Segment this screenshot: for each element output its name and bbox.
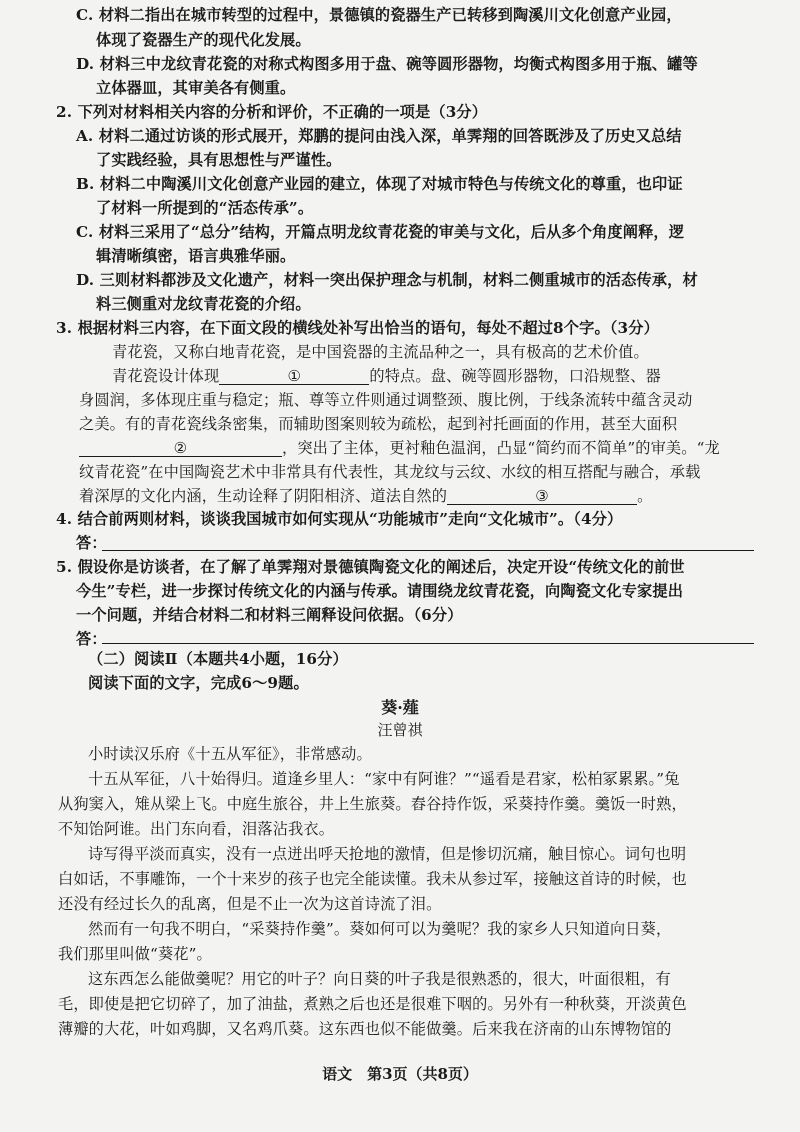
q2-option-d-line1: D. 三则材料都涉及文化遗产，材料一突出保护理念与机制，材料二侧重城市的活态传承，材 (76, 271, 698, 289)
q2-option-a-line1: A. 材料二通过访谈的形式展开，郑鹏的提问由浅入深，单霁翔的回答既涉及了历史又总结 (76, 127, 682, 145)
q2-option-b-line2: 了材料一所提到的“活态传承”。 (96, 199, 314, 217)
article-line: 毛，即使是把它切碎了，加了油盐，煮熟之后也还是很难下咽的。另外有一种秋葵，开淡黄色 (58, 995, 687, 1013)
q5-stem-line3: 一个问题，并结合材料二和材料三阐释设问依据。（6分） (76, 606, 463, 624)
section-heading: （二）阅读Ⅱ（本题共4小题，16分） (88, 650, 348, 668)
q1-option-d-line2: 立体器皿，其审美各有侧重。 (96, 79, 296, 97)
article-line: 我们那里叫做“葵花”。 (58, 945, 212, 963)
section-instruction: 阅读下面的文字，完成6～9题。 (88, 674, 309, 692)
q5-stem-line1: 5. 假设你是访谈者，在了解了单霁翔对景德镇陶瓷文化的阐述后，决定开设“传统文化的前世 (56, 558, 685, 576)
q2-option-a-line2: 了实践经验，具有思想性与严谨性。 (96, 151, 342, 169)
q3-passage-line3: 身圆润，多体现庄重与稳定；瓶、尊等立件则通过调整颈、腹比例，于线条流转中蕴含灵动 (79, 391, 693, 409)
q2-option-c-line2: 辑清晰缜密，语言典雅华丽。 (96, 247, 296, 265)
article-author: 汪曾祺 (377, 721, 423, 739)
q3-passage-line6: 纹青花瓷”在中国陶瓷艺术中非常具有代表性，其龙纹与云纹、水纹的相互搭配与融合，承载 (79, 463, 701, 481)
article-line: 然而有一句我不明白，“采葵持作羹”。葵如何可以为羹呢？我的家乡人只知道向日葵， (88, 920, 672, 938)
q2-option-b-line1: B. 材料二中陶溪川文化创意产业园的建立，体现了对城市特色与传统文化的尊重，也印证 (76, 175, 683, 193)
q3-passage-line5 (79, 437, 720, 459)
article-line: 薄瓣的大花，叶如鸡脚，又名鸡爪葵。这东西也似不能做羹。后来我在济南的山东博物馆的 (58, 1020, 672, 1038)
q3-passage-line1: 青花瓷，又称白地青花瓷，是中国瓷器的主流品种之一，具有极高的艺术价值。 (112, 343, 649, 361)
q3-passage-line7 (79, 485, 652, 507)
blank-1[interactable]: ① (219, 367, 369, 385)
page-footer: 语文 第3页（共8页） (322, 1065, 478, 1083)
q2-stem: 2. 下列对材料相关内容的分析和评价，不正确的一项是（3分） (56, 103, 488, 121)
q5-stem-line2: 今生”专栏，进一步探讨传统文化的内涵与传承。请围绕龙纹青花瓷，向陶瓷文化专家提出 (76, 582, 684, 600)
q4-stem: 4. 结合前两则材料，谈谈我国城市如何实现从“功能城市”走向“文化城市”。（4分） (56, 510, 623, 528)
q3-stem: 3. 根据材料三内容，在下面文段的横线处补写出恰当的语句，每处不超过8个字。（3分） (56, 319, 659, 337)
q4-answer-label: 答： (76, 534, 107, 552)
q1-option-d-line1: D. 材料三中龙纹青花瓷的对称式构图多用于盘、碗等圆形器物，均衡式构图多用于瓶、罐等 (76, 55, 698, 73)
q3-text: 的特点。盘、碗等圆形器物，口沿规整、器 (369, 367, 661, 385)
q3-passage-line4: 之美。有的青花瓷线条密集，而辅助图案则较为疏松，起到衬托画面的作用，甚至大面积 (79, 415, 678, 433)
q3-text: 。 (637, 487, 653, 505)
blank-2[interactable]: ② (79, 439, 282, 457)
article-line: 还没有经过长久的乱离，但是不止一次为这首诗流了泪。 (58, 895, 442, 913)
article-line: 诗写得平淡而真实，没有一点迸出呼天抢地的激情，但是惨切沉痛，触目惊心。词句也明 (88, 845, 687, 863)
q3-text: 着深厚的文化内涵，生动诠释了阴阳相济、道法自然的 (79, 487, 448, 505)
q5-answer-label: 答： (76, 630, 107, 648)
q4-answer-line[interactable] (102, 550, 754, 551)
article-line: 十五从军征，八十始得归。道逢乡里人：“家中有阿谁？”“遥看是君家，松柏冢累累。”兔 (88, 770, 680, 788)
blank-3[interactable]: ③ (447, 487, 637, 505)
q1-option-c-line1: C. 材料二指出在城市转型的过程中，景德镇的瓷器生产已转移到陶溪川文化创意产业园， (76, 6, 682, 24)
q3-text: ，突出了主体，更衬釉色温润，凸显“简约而不简单”的审美。“龙 (282, 439, 720, 457)
q3-passage-line2 (112, 365, 661, 387)
article-line: 小时读汉乐府《十五从军征》，非常感动。 (88, 745, 372, 763)
article-line: 从狗窦入，雉从梁上飞。中庭生旅谷，井上生旅葵。舂谷持作饭，采葵持作羹。羹饭一时熟， (58, 795, 687, 813)
article-line: 这东西怎么能做羹呢？用它的叶子？向日葵的叶子我是很熟悉的，很大，叶面很粗，有 (88, 970, 671, 988)
article-line: 白如话，不事雕饰，一个十来岁的孩子也完全能读懂。我未从参过军，接触这首诗的时候，也 (58, 870, 687, 888)
article-title: 葵·薤 (381, 698, 419, 717)
article-line: 不知饴阿谁。出门东向看，泪落沾我衣。 (58, 820, 335, 838)
q3-text: 青花瓷设计体现 (112, 367, 220, 385)
q5-answer-line[interactable] (102, 643, 754, 644)
q2-option-d-line2: 料三侧重对龙纹青花瓷的介绍。 (96, 295, 311, 313)
q1-option-c-line2: 体现了瓷器生产的现代化发展。 (96, 31, 311, 49)
q2-option-c-line1: C. 材料三采用了“总分”结构，开篇点明龙纹青花瓷的审美与文化，后从多个角度阐释，逻 (76, 223, 685, 241)
